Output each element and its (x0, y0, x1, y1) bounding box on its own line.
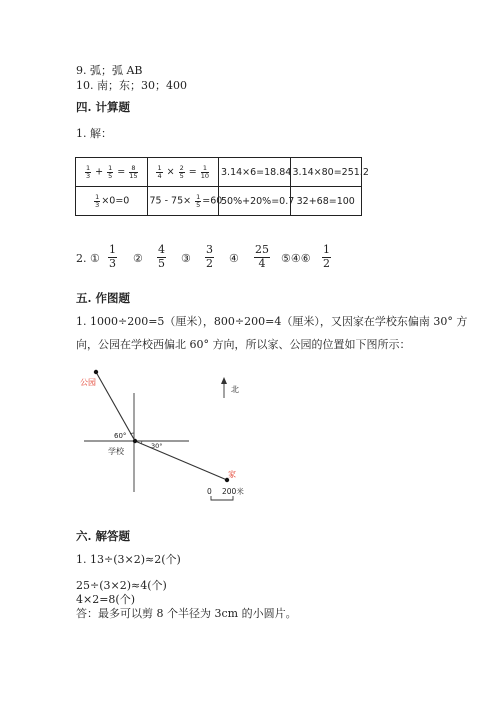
q2-label: 2. ① (76, 252, 100, 265)
school-park-line (96, 372, 135, 441)
north-arrow-icon (221, 377, 227, 384)
fraction: 4 5 (158, 243, 165, 270)
section-heading-drawing: 五. 作图题 (76, 291, 131, 305)
north-label: 北 (231, 385, 239, 394)
circled-number: ③ (181, 252, 191, 265)
table-cell: 3.14×80=251.2 (290, 158, 362, 187)
table-cell: 75 - 75× $\frac{1}{5}$ =60 (147, 187, 219, 216)
answer-10: 10. 南；东；30；400 (76, 79, 187, 92)
table-cell: 50%+20%=0.7 (219, 187, 291, 216)
fraction: 1 3 (109, 243, 116, 270)
park-point (94, 370, 98, 374)
circled-number: ② (133, 252, 143, 265)
angle-30-label: 30° (151, 442, 163, 450)
scale-zero: 0 (207, 487, 212, 496)
drawing-text-line2: 向，公园在学校西偏北 60° 方向，所以家、公园的位置如下图所示： (76, 338, 411, 351)
table-cell: $\frac{1}{4}$ × $\frac{2}{5}$ = $\frac{1}{10}$ (147, 158, 219, 187)
table-cell: 3.14×6=18.84 (219, 158, 291, 187)
answer-line-3: 4×2=8(个) (76, 593, 136, 606)
table-cell: $\frac{1}{3}$ ×0=0 (76, 187, 148, 216)
park-label: 公园 (80, 378, 96, 387)
circled-number: ⑤④⑥ (281, 252, 311, 265)
fraction: 1 2 (323, 243, 330, 270)
answer-line-4: 答：最多可以剪 8 个半径为 3cm 的小圆片。 (76, 607, 297, 620)
section-heading-calculation: 四. 计算题 (76, 100, 131, 114)
drawing-text-line1: 1. 1000÷200=5（厘米），800÷200=4（厘米），又因家在学校东偏南 30° 方 (76, 315, 468, 328)
solution-label: 1. 解： (76, 127, 112, 140)
table-cell: 32+68=100 (290, 187, 362, 216)
table-cell: $\frac{1}{3}$ + $\frac{1}{5}$ = $\frac{8}{15}$ (76, 158, 148, 187)
school-home-line (135, 441, 227, 480)
circled-number: ④ (229, 252, 239, 265)
answer-9: 9. 弧；弧 AB (76, 64, 143, 77)
section-heading-answers: 六. 解答题 (76, 529, 131, 543)
fraction: 3 2 (206, 243, 213, 270)
school-label: 学校 (108, 447, 124, 456)
scale-bar (211, 496, 233, 500)
school-point (133, 439, 137, 443)
scale-end: 200米 (222, 487, 244, 496)
angle-60-label: 60° (114, 432, 127, 440)
home-label: 家 (228, 470, 236, 479)
fraction: 25 4 (255, 243, 269, 270)
answer-line-1: 1. 13÷(3×2)≈2(个) (76, 553, 181, 566)
answer-line-2: 25÷(3×2)≈4(个) (76, 579, 167, 592)
